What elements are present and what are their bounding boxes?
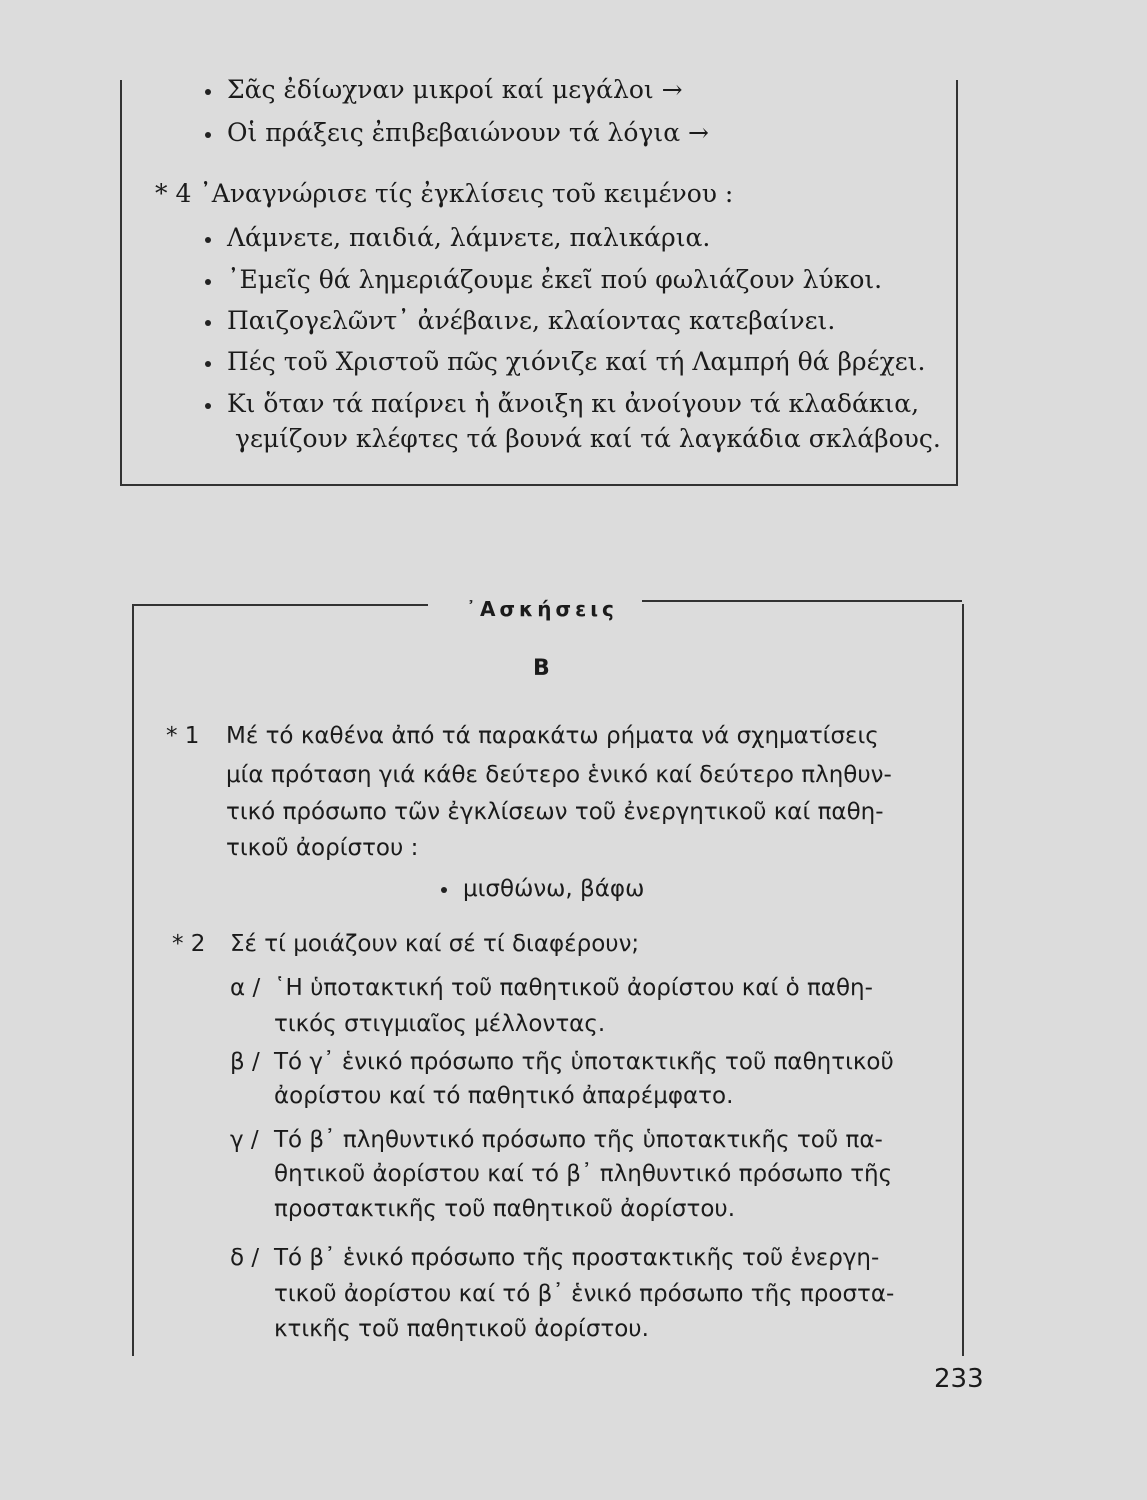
bullet-icon [205, 403, 211, 409]
list-item: Παιζογελῶντ᾿ ἀνέβαινε, κλαίοντας κατεβαίνει. [205, 305, 835, 337]
subitem-line: Τό β᾿ πληθυντικό πρόσωπο τῆς ὑποτακτικῆς τοῦ πα- [274, 1127, 883, 1153]
exercise-2-number: * 2 [172, 931, 206, 957]
subitem-line: τικοῦ ἀορίστου καί τό β᾿ ἑνικό πρόσωπο τῆς προστα- [274, 1281, 895, 1307]
example-line-1: Σᾶς ἐδίωχναν μικροί καί μεγάλοι → [205, 74, 683, 106]
example-line-2: Οἱ πράξεις ἐπιβεβαιώνουν τά λόγια → [205, 117, 709, 149]
list-item: Λάμνετε, παιδιά, λάμνετε, παλικάρια. [205, 222, 710, 254]
exercise-1-number: * 1 [166, 723, 200, 749]
subitem-line: τικός στιγμιαῖος μέλλοντας. [274, 1011, 606, 1037]
exercise-1-line: τικοῦ ἀορίστου : [226, 835, 419, 861]
list-item: Πές τοῦ Χριστοῦ πῶς χιόνιζε καί τή Λαμπρή θά βρέχει. [205, 346, 925, 378]
subitem-line: Τό β᾿ ἑνικό πρόσωπο τῆς προστακτικῆς τοῦ ἐνεργη- [274, 1245, 880, 1271]
bullet-icon [205, 89, 211, 95]
subitem-line: Τό γ᾿ ἑνικό πρόσωπο τῆς ὑποτακτικῆς τοῦ παθητικοῦ [274, 1049, 894, 1075]
section-letter: Β [533, 656, 550, 681]
bullet-icon [205, 132, 211, 138]
bullet-icon [205, 320, 211, 326]
subitem-line: προστακτικῆς τοῦ παθητικοῦ ἀορίστου. [274, 1196, 736, 1222]
subitem-line: ἀορίστου καί τό παθητικό ἀπαρέμφατο. [274, 1083, 734, 1109]
list-item-continuation: γεμίζουν κλέφτες τά βουνά καί τά λαγκάδια σκλάβους. [235, 424, 941, 453]
subitem-label: β / [230, 1049, 260, 1075]
exercise-4-heading: * 4 ᾿Αναγνώρισε τίς ἐγκλίσεις τοῦ κειμένου : [155, 179, 734, 208]
subitem-line: ῾Η ὑποτακτική τοῦ παθητικοῦ ἀορίστου καί ὁ παθη- [274, 975, 873, 1001]
box-border-top-left [132, 604, 428, 606]
subitem-line: θητικοῦ ἀορίστου καί τό β᾿ πληθυντικό πρόσωπο τῆς [274, 1161, 893, 1187]
section-heading: ᾿Ασκήσεις [466, 597, 618, 621]
exercise-1-line: μία πρόταση γιά κάθε δεύτερο ἑνικό καί δεύτερο πληθυν- [226, 762, 892, 788]
list-item: ᾿Εμεῖς θά λημεριάζουμε ἐκεῖ πού φωλιάζουν λύκοι. [205, 264, 882, 296]
subitem-line: κτικῆς τοῦ παθητικοῦ ἀορίστου. [274, 1316, 649, 1342]
bullet-icon [205, 237, 211, 243]
subitem-label: α / [230, 975, 261, 1001]
exercise-1-line: Μέ τό καθένα ἀπό τά παρακάτω ρήματα νά σχηματίσεις [226, 723, 879, 749]
page-number: 233 [934, 1364, 984, 1394]
subitem-label: δ / [230, 1245, 260, 1271]
exercise-2-question: Σέ τί μοιάζουν καί σέ τί διαφέρουν; [230, 931, 640, 957]
list-item: Κι ὅταν τά παίρνει ἡ ἄνοιξη κι ἀνοίγουν τά κλαδάκια, [205, 388, 919, 420]
exercise-1-verbs: μισθώνω, βάφω [441, 873, 644, 905]
subitem-label: γ / [230, 1127, 259, 1153]
box-border-top-right [642, 600, 962, 602]
bullet-icon [205, 361, 211, 367]
bullet-icon [441, 887, 447, 893]
bullet-icon [205, 279, 211, 285]
exercise-1-line: τικό πρόσωπο τῶν ἐγκλίσεων τοῦ ἐνεργητικοῦ καί παθη- [226, 799, 884, 825]
